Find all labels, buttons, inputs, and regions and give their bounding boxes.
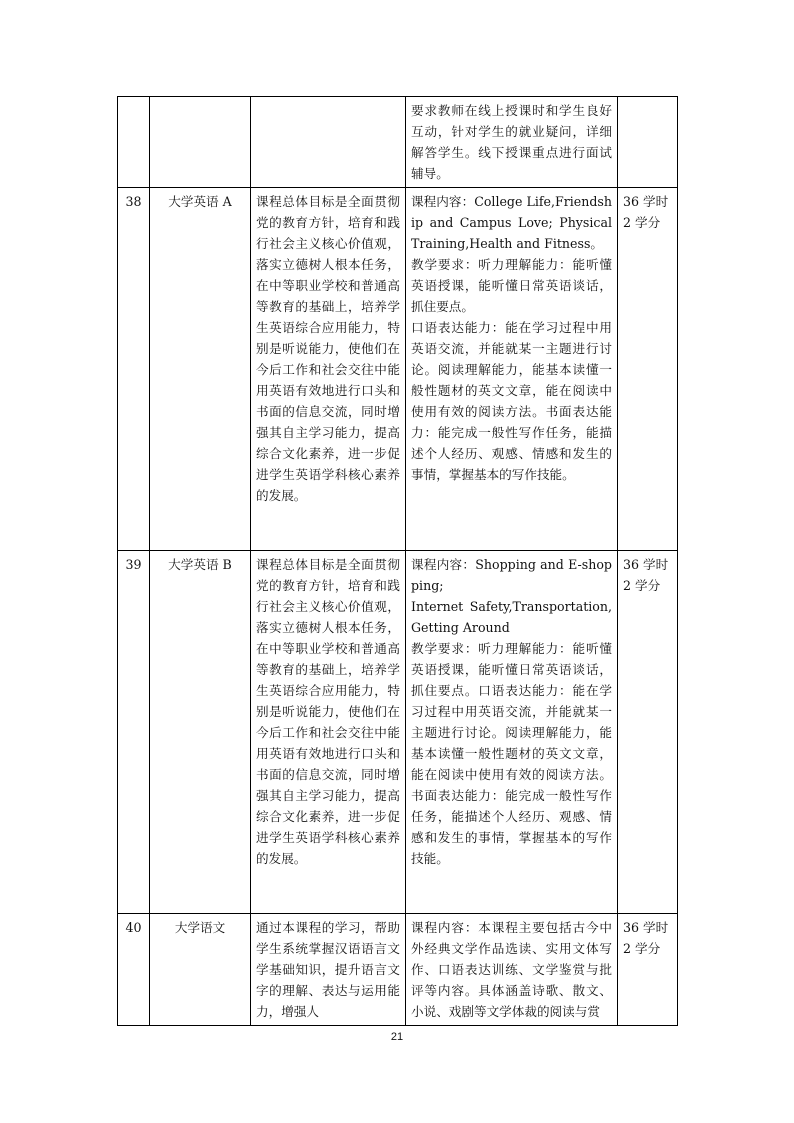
credits-label: 2 学分: [623, 215, 661, 230]
course-hours: [618, 188, 678, 551]
credits-label: 2 学分: [623, 941, 661, 956]
course-name: 大学语文: [150, 914, 251, 1026]
course-content: [406, 188, 618, 551]
course-name: 大学英语 B: [150, 551, 251, 914]
course-number: 40: [118, 914, 150, 1026]
hours-label: 36 学时: [623, 920, 669, 935]
table-row: [118, 97, 678, 188]
content-paragraph: 教学要求：听力理解能力：能听懂英语授课，能听懂日常英语谈话，抓住要点。: [411, 257, 612, 314]
content-paragraph: 口语表达能力：能在学习过程中用英语交流，并能就某一主题进行讨论。阅读理解能力，能基本读懂一般性题材的英文文章，能在阅读中使用有效的阅读方法。书面表达能力：能完成一般性写作任务，能描述个人经历、观感、情感和发生的事情，掌握基本的写作技能。: [411, 320, 612, 482]
table-row: [118, 188, 678, 551]
course-content: [406, 914, 618, 1026]
table-row: [118, 914, 678, 1026]
course-number: 38: [118, 188, 150, 551]
course-hours: [618, 551, 678, 914]
hours-label: 36 学时: [623, 194, 669, 209]
content-paragraph: Internet Safety,Transportation,Getting Around: [411, 599, 612, 635]
course-table: [117, 96, 678, 1026]
credits-label: 2 学分: [623, 578, 661, 593]
course-number: [118, 97, 150, 188]
course-number: 39: [118, 551, 150, 914]
course-name: [150, 97, 251, 188]
course-content: [406, 97, 618, 188]
page-number: 21: [390, 1031, 404, 1043]
content-paragraph: 教学要求：听力理解能力：能听懂英语授课，能听懂日常英语谈话，抓住要点。口语表达能力：能在学习过程中用英语交流，并能就某一主题进行讨论。阅读理解能力，能基本读懂一般性题材的英文文章，能在阅读中使用有效的阅读方法。书面表达能力：能完成一般性写作任务，能描述个人经历、观感、情感和发生的事情，掌握基本的写作技能。: [411, 641, 612, 866]
content-paragraph: 要求教师在线上授课时和学生良好互动，针对学生的就业疑问，详细解答学生。线下授课重点进行面试辅导。: [411, 103, 612, 181]
hours-label: 36 学时: [623, 557, 669, 572]
course-name: 大学英语 A: [150, 188, 251, 551]
content-paragraph: 课程内容：Shopping and E-shopping;: [411, 557, 612, 593]
content-paragraph: 课程内容：College Life,Friendship and Campus Love; Physical Training,Health and Fitness。: [411, 194, 612, 251]
course-hours: [618, 914, 678, 1026]
course-hours: [618, 97, 678, 188]
table-row: [118, 551, 678, 914]
course-goal: 课程总体目标是全面贯彻党的教育方针，培育和践行社会主义核心价值观，落实立德树人根本任务，在中等职业学校和普通高等教育的基础上，培养学生英语综合应用能力，特别是听说能力，使他们在今后工作和社会交往中能用英语有效地进行口头和书面的信息交流，同时增强其自主学习能力，提高综合文化素养，进一步促进学生英语学科核心素养的发展。: [251, 188, 406, 551]
course-content: [406, 551, 618, 914]
content-paragraph: 课程内容：本课程主要包括古今中外经典文学作品选读、实用文体写作、口语表达训练、文学鉴赏与批评等内容。具体涵盖诗歌、散文、小说、戏剧等文学体裁的阅读与赏: [411, 920, 612, 1019]
course-goal: 通过本课程的学习，帮助学生系统掌握汉语语言文学基础知识，提升语言文字的理解、表达与运用能力，增强人: [251, 914, 406, 1026]
course-goal: [251, 97, 406, 188]
course-goal: 课程总体目标是全面贯彻党的教育方针，培育和践行社会主义核心价值观，落实立德树人根本任务，在中等职业学校和普通高等教育的基础上，培养学生英语综合应用能力，特别是听说能力，使他们在今后工作和社会交往中能用英语有效地进行口头和书面的信息交流，同时增强其自主学习能力，提高综合文化素养，进一步促进学生英语学科核心素养的发展。: [251, 551, 406, 914]
